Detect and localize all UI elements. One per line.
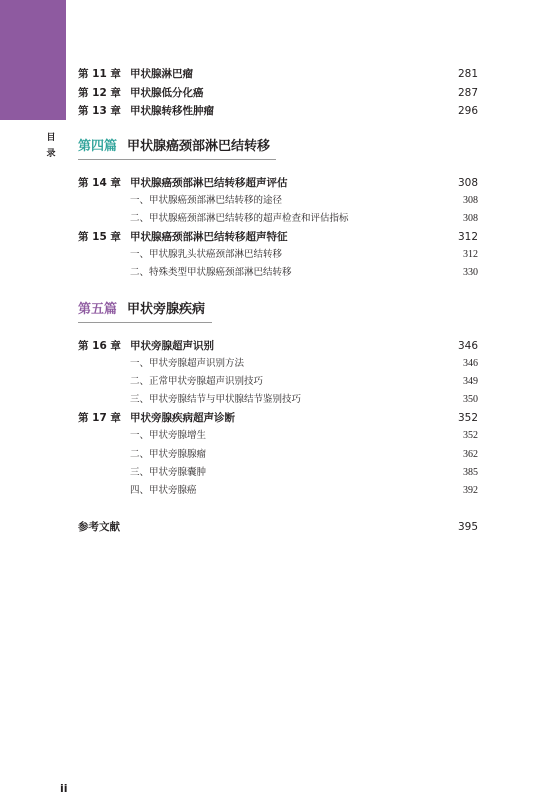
toc-references[interactable]: [78, 519, 478, 535]
page-ref: 296: [457, 105, 478, 117]
page-ref: 385: [463, 467, 478, 478]
part-title: 甲状旁腺疾病: [127, 302, 206, 317]
part-number: 第五篇: [78, 302, 118, 317]
chapter-title: 甲状腺转移性肿瘤: [130, 105, 214, 117]
references-title: 参考文献: [78, 521, 120, 533]
section-title: 二、甲状腺癌颈部淋巴结转移的超声检查和评估指标: [130, 213, 349, 224]
toc-section[interactable]: [78, 356, 478, 372]
chapter-number: 第 12 章: [78, 87, 121, 99]
section-title: 二、特殊类型甲状腺癌颈部淋巴结转移: [130, 267, 292, 278]
page-ref: 350: [463, 394, 478, 405]
chapter-number: 第 16 章: [78, 340, 121, 352]
chapter-title: 甲状腺淋巴瘤: [130, 68, 193, 80]
section-title: 四、甲状旁腺癌: [130, 485, 197, 496]
side-label-char: 录: [46, 149, 56, 159]
toc-section[interactable]: [78, 247, 478, 263]
part-underline: [78, 322, 212, 323]
toc-section[interactable]: [78, 374, 478, 390]
page-ref: 352: [457, 412, 478, 424]
chapter-title: 甲状腺癌颈部淋巴结转移超声评估: [130, 177, 288, 189]
part-underline: [78, 159, 276, 160]
toc-chapter-11[interactable]: [78, 66, 478, 82]
page-ref: 346: [463, 358, 478, 369]
toc-chapter-16[interactable]: [78, 338, 478, 354]
toc-section[interactable]: [78, 483, 478, 499]
page-ref: 308: [463, 213, 478, 224]
page-ref: 312: [457, 231, 478, 243]
chapter-title: 甲状腺低分化癌: [130, 87, 204, 99]
section-title: 三、甲状旁腺囊肿: [130, 467, 207, 478]
toc-section[interactable]: [78, 428, 478, 444]
toc-section[interactable]: [78, 392, 478, 408]
page-ref: 330: [463, 267, 478, 278]
part-title: 甲状腺癌颈部淋巴结转移: [127, 139, 271, 154]
page-ref: 352: [463, 430, 478, 441]
chapter-number: 第 14 章: [78, 177, 121, 189]
toc-chapter-13[interactable]: [78, 103, 478, 119]
section-title: 一、甲状腺乳头状癌颈部淋巴结转移: [130, 249, 283, 260]
section-title: 二、正常甲状旁腺超声识别技巧: [130, 376, 264, 387]
page-ref: 308: [463, 195, 478, 206]
toc-section[interactable]: [78, 211, 478, 227]
color-tab: [0, 0, 66, 120]
section-title: 三、甲状旁腺结节与甲状腺结节鉴别技巧: [130, 394, 302, 405]
toc-chapter-15[interactable]: [78, 229, 478, 245]
chapter-title: 甲状旁腺超声识别: [130, 340, 214, 352]
page-ref: 362: [463, 449, 478, 460]
side-label-char: 目: [46, 133, 56, 143]
toc-section[interactable]: [78, 265, 478, 281]
chapter-number: 第 17 章: [78, 412, 121, 424]
toc-section[interactable]: [78, 193, 478, 209]
chapter-number: 第 11 章: [78, 68, 121, 80]
page-ref: 312: [463, 249, 478, 260]
part-heading-5: [78, 299, 205, 321]
part-number: 第四篇: [78, 139, 118, 154]
page-ref: 346: [457, 340, 478, 352]
page-ref: 392: [463, 485, 478, 496]
chapter-title: 甲状旁腺疾病超声诊断: [130, 412, 235, 424]
section-title: 一、甲状旁腺超声识别方法: [130, 358, 245, 369]
chapter-number: 第 15 章: [78, 231, 121, 243]
section-title: 一、甲状腺癌颈部淋巴结转移的途径: [130, 195, 283, 206]
page-number: ii: [60, 782, 68, 795]
section-title: 一、甲状旁腺增生: [130, 430, 207, 441]
chapter-number: 第 13 章: [78, 105, 121, 117]
toc-chapter-12[interactable]: [78, 85, 478, 101]
page-ref: 308: [457, 177, 478, 189]
section-title: 二、甲状旁腺腺瘤: [130, 449, 207, 460]
page-ref: 349: [463, 376, 478, 387]
toc-chapter-14[interactable]: [78, 175, 478, 191]
page-ref: 287: [457, 87, 478, 99]
page-ref: 281: [457, 68, 478, 80]
part-heading-4: [78, 136, 270, 158]
chapter-title: 甲状腺癌颈部淋巴结转移超声特征: [130, 231, 288, 243]
toc-chapter-17[interactable]: [78, 410, 478, 426]
page-ref: 395: [457, 521, 478, 533]
toc-section[interactable]: [78, 447, 478, 463]
toc-section[interactable]: [78, 465, 478, 481]
toc-side-label: [44, 130, 58, 162]
